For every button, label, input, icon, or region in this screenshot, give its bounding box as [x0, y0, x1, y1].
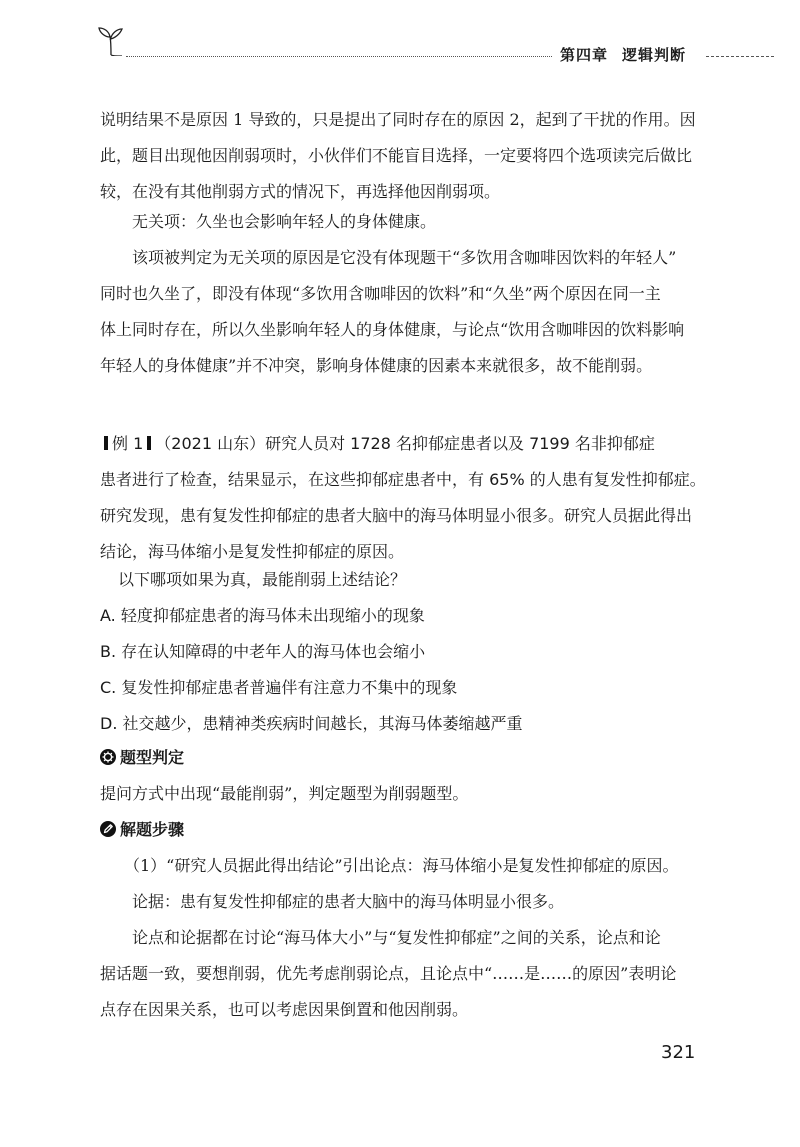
solution-paragraph: [100, 848, 700, 1028]
chapter-title: [560, 44, 686, 65]
example-first-line: [100, 426, 700, 462]
type-judgement-label: 题型判定: [120, 748, 185, 767]
chapter-name: 逻辑判断: [622, 46, 687, 64]
text-line: 研究发现，患有复发性抑郁症的患者大脑中的海马体明显小很多。研究人员据此得出: [100, 506, 693, 525]
text-line: 体上同时存在，所以久坐影响年轻人的身体健康，与论点“饮用含咖啡因的饮料影响: [100, 320, 685, 339]
text-line: 说明结果不是原因 1 导致的，只是提出了同时存在的原因 2，起到了干扰的作用。因: [100, 110, 696, 129]
page-number: 321: [661, 1042, 696, 1063]
option-b: B. 存在认知障碍的中老年人的海马体也会缩小: [100, 642, 426, 661]
text-line: 提问方式中出现“最能削弱”，判定题型为削弱题型。: [100, 784, 469, 803]
solution-heading: [100, 812, 184, 848]
bracket-mark: [147, 436, 151, 450]
text-line: 该项被判定为无关项的原因是它没有体现题干“多饮用含咖啡因饮料的年轻人”: [132, 248, 677, 267]
text-line: 此，题目出现他因削弱项时，小伙伴们不能盲目选择，一定要将四个选项读完后做比: [100, 146, 693, 165]
header-rule-right: [706, 56, 774, 57]
option-c: C. 复发性抑郁症患者普遍伴有注意力不集中的现象: [100, 678, 458, 697]
type-judgement-paragraph: [100, 776, 700, 812]
text-line: 同时也久坐了，即没有体现“多饮用含咖啡因的饮料”和“久坐”两个原因在同一主: [100, 284, 661, 303]
solution-label: 解题步骤: [120, 820, 185, 839]
text-line: 据话题一致，要想削弱，优先考虑削弱论点，且论点中“……是……的原因”表明论: [100, 964, 677, 983]
intro-paragraph: [100, 102, 700, 210]
example-label: 例 1: [112, 434, 144, 453]
irrelevant-option-line: [100, 204, 700, 240]
option-d: D. 社交越少，患精神类疾病时间越长，其海马体萎缩越严重: [100, 714, 523, 733]
text-line: 论点和论据都在讨论“海马体大小”与“复发性抑郁症”之间的关系，论点和论: [132, 928, 661, 947]
explanation-paragraph: [100, 240, 700, 384]
text-line: 患者进行了检查，结果显示，在这些抑郁症患者中，有 65% 的人患有复发性抑郁症。: [100, 470, 706, 489]
text-line: 较，在没有其他削弱方式的情况下，再选择他因削弱项。: [100, 182, 501, 201]
gear-icon: [100, 749, 116, 765]
bracket-mark: [104, 436, 108, 450]
text-line: 点存在因果关系，也可以考虑因果倒置和他因削弱。: [100, 1000, 469, 1019]
step-one-line: （1）“研究人员据此得出结论”引出论点：海马体缩小是复发性抑郁症的原因。: [124, 856, 679, 875]
type-judgement-heading: [100, 740, 184, 776]
evidence-line: 论据：患有复发性抑郁症的患者大脑中的海马体明显小很多。: [132, 892, 565, 911]
question-text: 以下哪项如果为真，最能削弱上述结论？: [118, 570, 407, 589]
text-line: 结论，海马体缩小是复发性抑郁症的原因。: [100, 542, 405, 561]
example-paragraph: [100, 426, 706, 570]
chapter-number: 第四章: [560, 46, 609, 64]
header-rule-left: [126, 56, 552, 57]
question-block: [100, 562, 700, 742]
option-a: A. 轻度抑郁症患者的海马体未出现缩小的现象: [100, 606, 425, 625]
page-header: [0, 0, 800, 70]
text-line: 年轻人的身体健康”并不冲突，影响身体健康的因素本来就很多，故不能削弱。: [100, 356, 653, 375]
pencil-icon: [100, 821, 116, 837]
text-line: 无关项：久坐也会影响年轻人的身体健康。: [132, 212, 437, 231]
example-source: （2021 山东）研究人员对 1728 名抑郁症患者以及 7199 名非抑郁症: [155, 434, 655, 453]
sprout-icon: [96, 24, 126, 56]
